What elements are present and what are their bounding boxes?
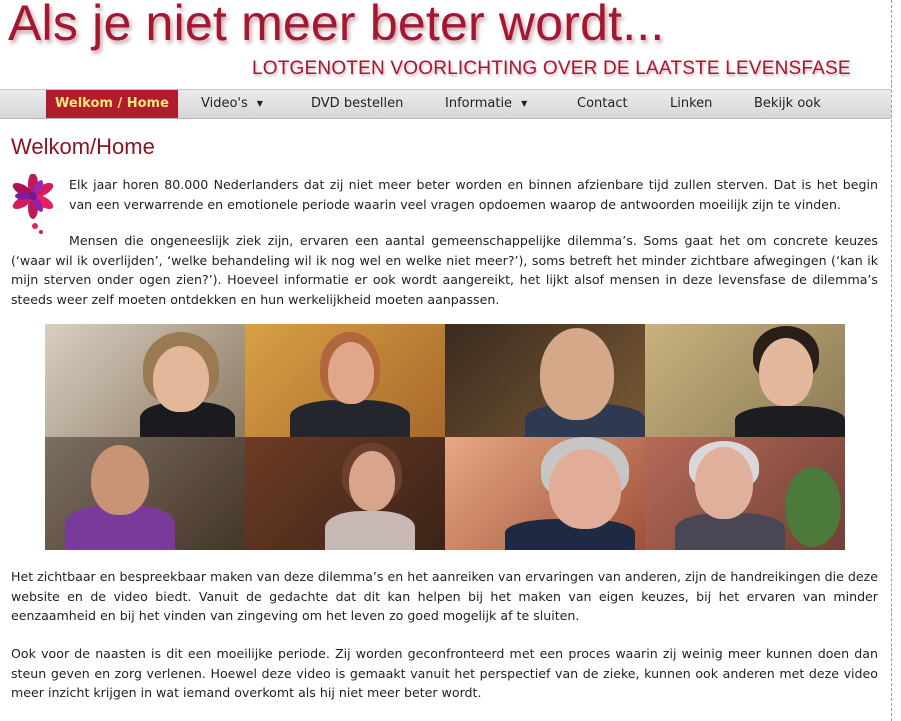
nav-item-label: Informatie — [445, 96, 513, 111]
site-title: Als je niet meer beter wordt... — [8, 0, 665, 51]
purpose-paragraph: Het zichtbaar en bespreekbaar maken van deze dilemma’s en het aanreiken van ervaringen van anderen, zijn de handreikingen die deze website en de video biedt. Vanuit de gedachte dat dit kan helpen bij het maken van eigen keuzes, bij het ervaren van minder eenzaamheid en bij het vinden van zingeving om het leven zo goed mogelijk af te sluiten. — [11, 569, 878, 623]
portrait-photo — [45, 324, 245, 437]
nav-item-informatie[interactable] — [445, 90, 527, 118]
flower-icon — [11, 174, 59, 238]
page-title: Welkom/Home — [11, 134, 155, 159]
portrait-photo — [45, 437, 245, 550]
portrait-photo — [245, 437, 445, 550]
nav-item-contact[interactable] — [577, 90, 628, 118]
portrait-photo — [445, 324, 645, 437]
chevron-down-icon: ▼ — [256, 99, 263, 108]
page-border — [891, 0, 892, 721]
nav-item-videos[interactable] — [201, 90, 263, 118]
nav-item-label: Contact — [577, 96, 628, 111]
nav-item-label: Welkom / Home — [55, 96, 169, 111]
portrait-photo — [645, 437, 845, 550]
nav-item-bekijk-ook[interactable] — [754, 90, 821, 118]
nav-item-label: Bekijk ook — [754, 96, 821, 111]
nav-item-label: Video's — [201, 96, 248, 111]
nav-item-dvd-bestellen[interactable] — [311, 90, 403, 118]
dilemmas-paragraph: Mensen die ongeneeslijk ziek zijn, ervaren een aantal gemeenschappelijke dilemma’s. Soms gaat het om concrete keuzes (‘waar wil ik overlijden’, ‘welke behandeling wil ik nog wel en welke niet meer?’), soms betreft het minder zichtbare afwegingen (‘kan ik mijn sterven onder ogen zien?’). Hoeveel informatie er ook wordt aangereikt, het lijkt alsof mensen in deze levensfase de dilemma’s steeds weer zelf moeten ontdekken en hun werkelijkheid moeten aanpassen. — [11, 233, 878, 307]
intro-paragraph: Elk jaar horen 80.000 Nederlanders dat zij niet meer beter worden en binnen afzienbare tijd zullen sterven. Dat is het begin van een verwarrende en emotionele periode waarin veel vragen opdoemen waarop de antwoorden moeilijk zijn te vinden. — [69, 177, 878, 212]
main-nav — [0, 89, 891, 119]
nav-item-label: DVD bestellen — [311, 96, 404, 111]
nav-item-linken[interactable] — [670, 90, 712, 118]
portrait-photo — [445, 437, 645, 550]
portrait-collage — [45, 324, 845, 550]
portrait-photo — [645, 324, 845, 437]
nav-item-welkom-home[interactable] — [46, 90, 178, 118]
portrait-photo — [245, 324, 445, 437]
relatives-paragraph: Ook voor de naasten is dit een moeilijke periode. Zij worden geconfronteerd met een proces waarin zij weinig meer kunnen doen dan steun geven en zorg verlenen. Hoewel deze video is gemaakt vanuit het perspectief van de zieke, kunnen ook anderen met deze video meer inzicht krijgen in wat iemand overkomt als hij niet meer beter wordt. — [11, 646, 878, 700]
nav-item-label: Linken — [670, 96, 713, 111]
site-subtitle: LOTGENOTEN VOORLICHTING OVER DE LAATSTE LEVENSFASE — [252, 58, 851, 79]
chevron-down-icon: ▼ — [521, 99, 528, 108]
